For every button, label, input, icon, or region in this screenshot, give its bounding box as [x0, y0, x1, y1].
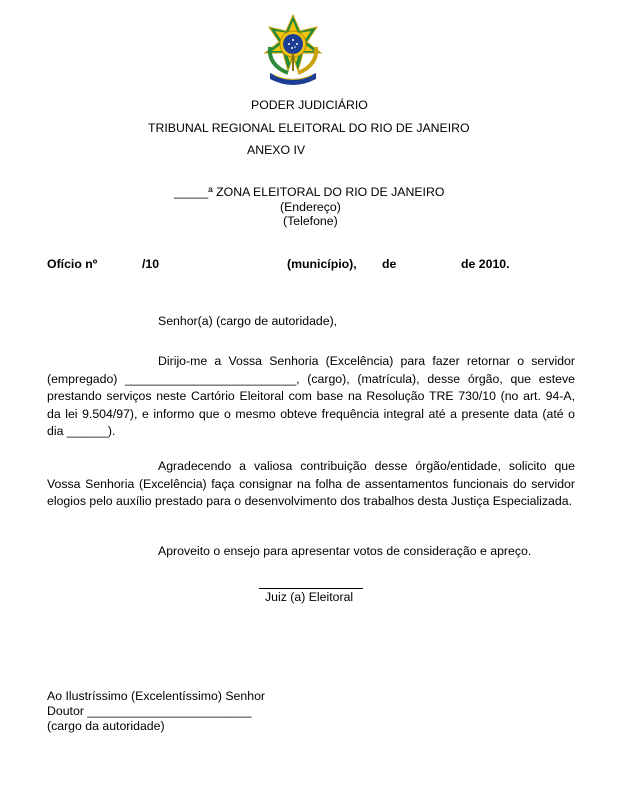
oficio-municipio: (município),: [287, 257, 357, 271]
oficio-label: Ofício nº: [47, 257, 98, 271]
addressee-line-2: Doutor ________________________: [47, 704, 252, 718]
signature-title: Juiz (a) Eleitoral: [265, 590, 354, 604]
coat-of-arms-emblem: [262, 13, 324, 85]
paragraph-1-text: Dirijo-me a Vossa Senhoria (Excelência) para fazer retornar o servidor (empregado) _________________________, (cargo), (matrícula), desse órgão, que esteve prestando serviços neste Cartório Eleitoral com base na Resolução TRE 730/10 (no art. 94-A, da lei 9.504/97), e informo que o mesmo obteve frequência integral até a presente data (até o dia ______).: [47, 354, 575, 438]
zona-endereco: (Endereço): [280, 200, 341, 214]
zona-telefone: (Telefone): [283, 214, 338, 228]
header-tribunal: TRIBUNAL REGIONAL ELEITORAL DO RIO DE JANEIRO: [148, 121, 470, 135]
greeting: Senhor(a) (cargo de autoridade),: [158, 314, 338, 328]
zona-eleitoral-title: _____ª ZONA ELEITORAL DO RIO DE JANEIRO: [174, 185, 445, 199]
addressee-line-3: (cargo da autoridade): [47, 719, 165, 733]
oficio-number: /10: [142, 257, 160, 271]
header-poder-judiciario: PODER JUDICIÁRIO: [251, 98, 368, 112]
addressee-line-1: Ao Ilustríssimo (Excelentíssimo) Senhor: [47, 689, 265, 703]
paragraph-return-servant: [47, 353, 575, 441]
oficio-year: de 2010.: [461, 257, 510, 271]
paragraph-thanks: [47, 458, 575, 511]
oficio-de: de: [382, 257, 397, 271]
header-anexo: ANEXO IV: [247, 143, 306, 157]
paragraph-2-text: Agradecendo a valiosa contribuição desse órgão/entidade, solicito que Vossa Senhoria (Excelência) faça consignar na folha de assentamentos funcionais do servidor elogios pelo auxílio prestado para o desenvolvimento dos trabalhos desta Justiça Especializada.: [47, 459, 575, 508]
paragraph-closing: Aproveito o ensejo para apresentar votos de consideração e apreço.: [158, 544, 532, 558]
